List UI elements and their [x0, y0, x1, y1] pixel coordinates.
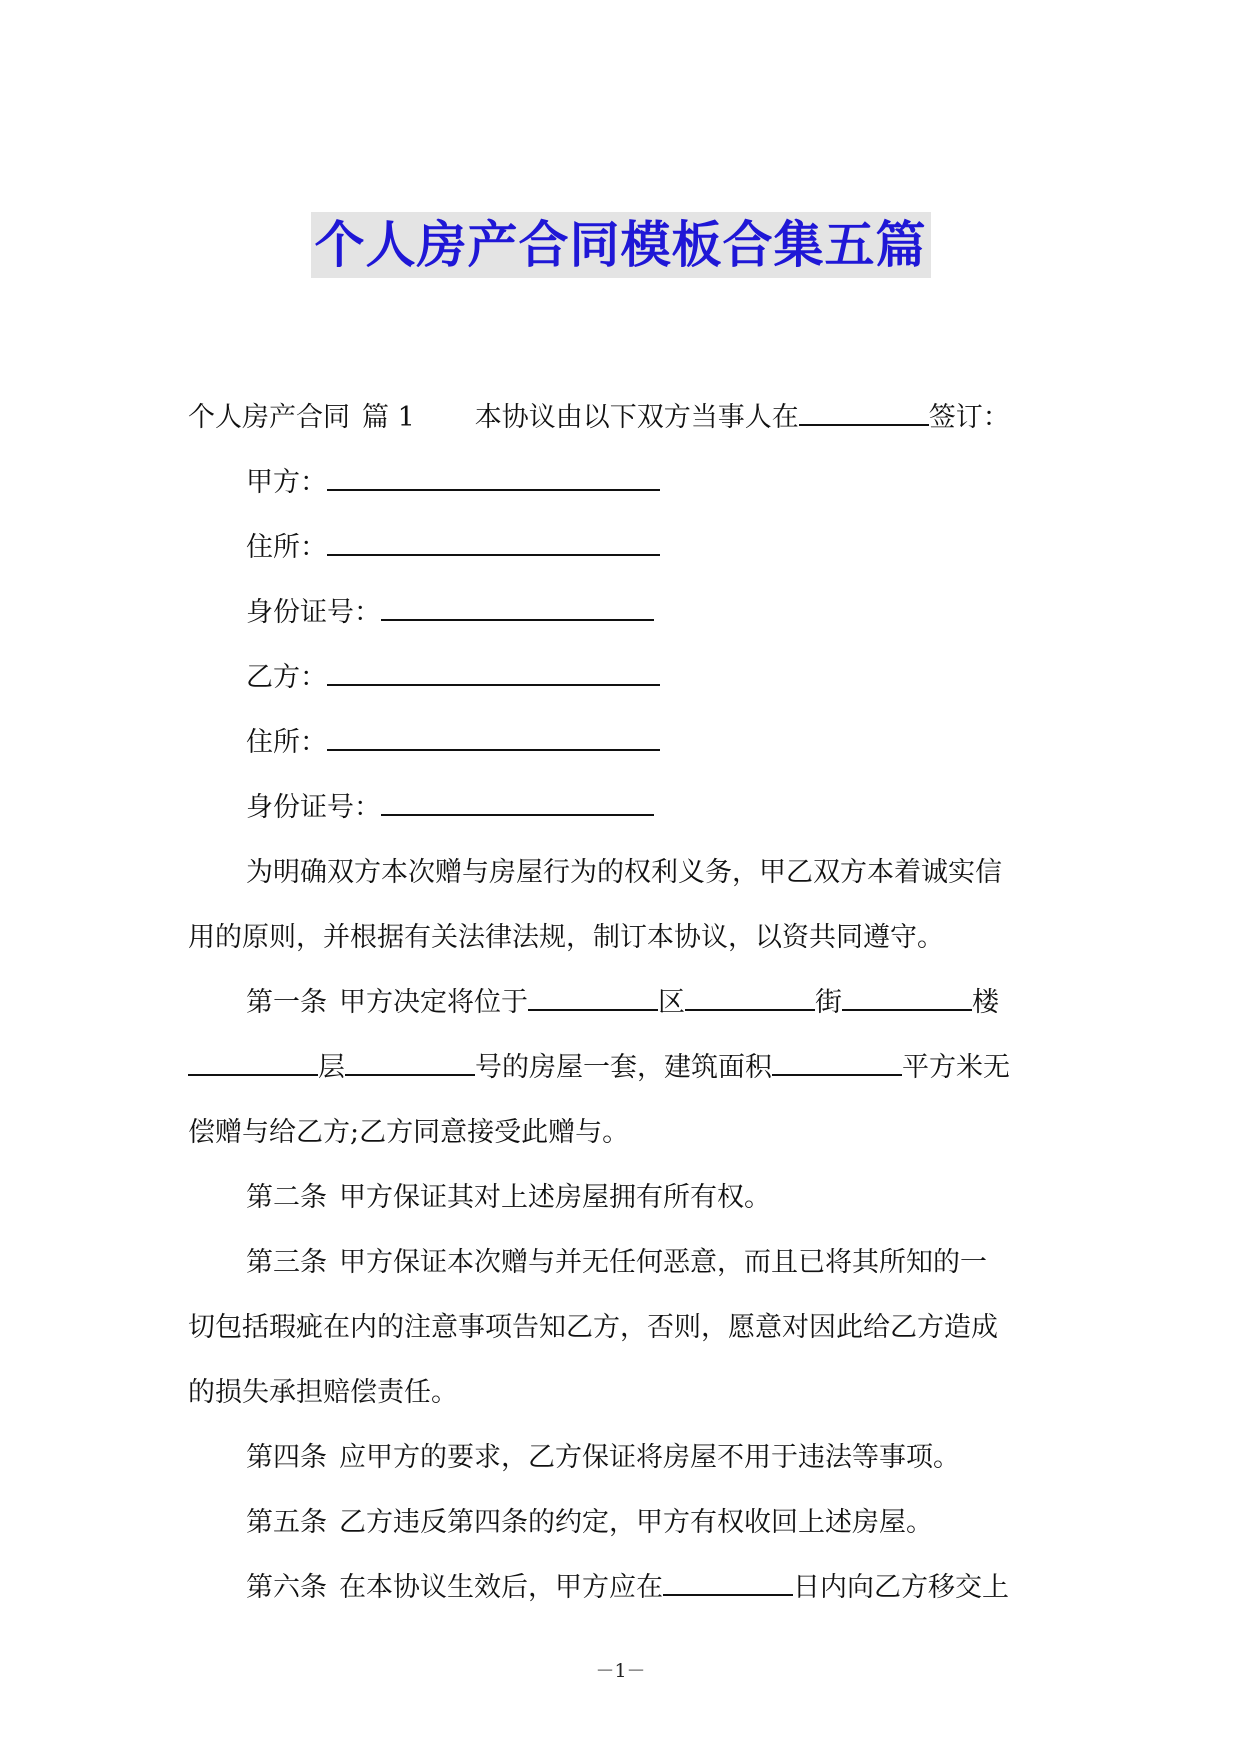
contract-label: 个人房产合同 [188, 402, 350, 433]
article-3-text: 甲方保证本次赠与并无任何恶意，而且已将其所知的一 [339, 1247, 987, 1278]
id-a-blank [381, 593, 654, 621]
article-4-line [188, 1425, 1058, 1490]
room-label: 号的房屋一套，建筑面积 [475, 1052, 772, 1083]
area-blank [772, 1048, 902, 1076]
article-4-title: 第四条 [246, 1442, 327, 1473]
article-3-line-2: 切包括瑕疵在内的注意事项告知乙方，否则，愿意对因此给乙方造成 [188, 1312, 998, 1343]
building-label: 楼 [972, 987, 999, 1018]
id-b-blank [381, 788, 654, 816]
address-a-line [188, 515, 1058, 580]
id-a-label: 身份证号： [246, 597, 381, 628]
article-6-text: 在本协议生效后，甲方应在 [339, 1572, 663, 1603]
district-label: 区 [658, 987, 685, 1018]
article-4-text: 应甲方的要求，乙方保证将房屋不用于违法等事项。 [339, 1442, 960, 1473]
floor-label: 层 [318, 1052, 345, 1083]
article-6-title: 第六条 [246, 1572, 327, 1603]
signing-place-blank [799, 398, 929, 426]
document-title: 个人房产合同模板合集五篇 [311, 212, 931, 278]
article-3-line-1 [188, 1230, 1058, 1295]
article-6-text-suffix: 日内向乙方移交上 [793, 1572, 1009, 1603]
area-unit-label: 平方米无 [902, 1052, 1010, 1083]
header-line [188, 385, 1058, 450]
address-b-label: 住所： [246, 727, 327, 758]
article-5-text: 乙方违反第四条的约定，甲方有权收回上述房屋。 [339, 1507, 933, 1538]
address-b-line [188, 710, 1058, 775]
purpose-line-1: 为明确双方本次赠与房屋行为的权利义务，甲乙双方本着诚实信 [246, 857, 1002, 888]
party-b-blank [327, 658, 660, 686]
party-a-line [188, 450, 1058, 515]
party-a-blank [327, 463, 660, 491]
id-b-label: 身份证号： [246, 792, 381, 823]
district-blank [528, 983, 658, 1011]
article-2-text: 甲方保证其对上述房屋拥有所有权。 [339, 1182, 771, 1213]
article-6-line [188, 1555, 1058, 1620]
article-1-title: 第一条 [246, 987, 327, 1018]
party-b-label: 乙方： [246, 662, 327, 693]
address-b-blank [327, 723, 660, 751]
floor-blank [188, 1048, 318, 1076]
document-body [188, 385, 1058, 1620]
article-1-line-1 [188, 970, 1058, 1035]
room-blank [345, 1048, 475, 1076]
article-1-text: 甲方决定将位于 [339, 987, 528, 1018]
address-a-blank [327, 528, 660, 556]
purpose-line-2: 用的原则，并根据有关法律法规，制订本协议，以资共同遵守。 [188, 922, 944, 953]
article-1-line-3: 偿赠与给乙方;乙方同意接受此赠与。 [188, 1117, 630, 1148]
address-a-label: 住所： [246, 532, 327, 563]
id-b-line [188, 775, 1058, 840]
party-a-label: 甲方： [246, 467, 327, 498]
party-b-line [188, 645, 1058, 710]
article-1-line-2 [188, 1035, 1058, 1100]
article-5-title: 第五条 [246, 1507, 327, 1538]
street-blank [685, 983, 815, 1011]
article-2-line [188, 1165, 1058, 1230]
street-label: 街 [815, 987, 842, 1018]
article-2-title: 第二条 [246, 1182, 327, 1213]
page-number: －1－ [595, 1660, 646, 1682]
article-3-line-3: 的损失承担赔偿责任。 [188, 1377, 458, 1408]
title-container [0, 212, 1241, 278]
days-blank [663, 1568, 793, 1596]
id-a-line [188, 580, 1058, 645]
building-blank [842, 983, 972, 1011]
article-5-line [188, 1490, 1058, 1555]
intro-text: 本协议由以下双方当事人在 [474, 402, 799, 433]
part-label: 篇 1 [362, 402, 415, 433]
article-3-title: 第三条 [246, 1247, 327, 1278]
intro-suffix: 签订： [928, 402, 1010, 433]
